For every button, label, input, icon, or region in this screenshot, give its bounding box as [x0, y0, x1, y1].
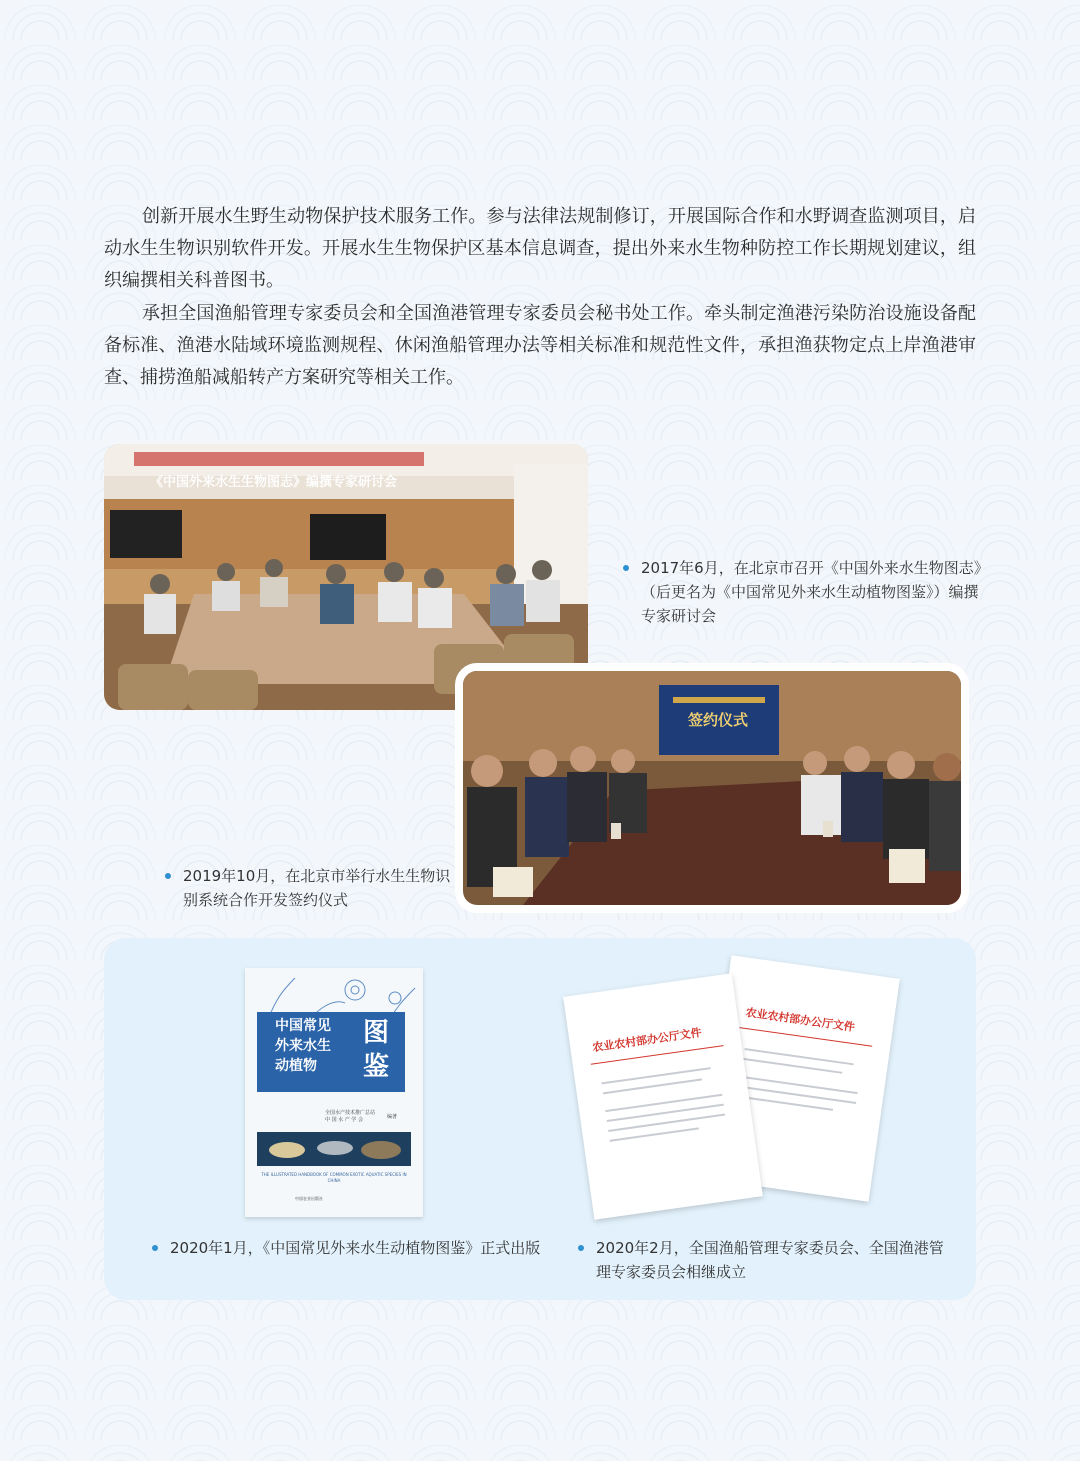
- caption-seminar: [623, 556, 991, 628]
- intro-paragraph-2: 承担全国渔船管理专家委员会和全国渔港管理专家委员会秘书处工作。牵头制定渔港污染防治设施设备配备标准、渔港水陆域环境监测规程、休闲渔船管理办法等相关标准和规范性文件，承担渔获物定点上岸渔港审查、捕捞渔船减船转产方案研究等相关工作。: [104, 303, 976, 388]
- document-text-line: [739, 1086, 856, 1104]
- book-title-line-3: 动植物: [275, 1058, 317, 1074]
- book-title-big-2: 鉴: [363, 1052, 390, 1082]
- book-press: 中国农业出版社: [295, 1196, 323, 1201]
- book-title-line-2: 外来水生: [275, 1038, 331, 1054]
- bullet-icon: [152, 1245, 158, 1251]
- bullet-icon: [623, 565, 629, 571]
- book-publishers: [325, 1110, 375, 1124]
- document-front: [563, 973, 763, 1219]
- bullet-icon: [165, 873, 171, 879]
- caption-documents: [578, 1236, 956, 1284]
- caption-signing-text: 2019年10月，在北京市举行水生生物识别系统合作开发签约仪式: [183, 867, 451, 909]
- fish-icon: [257, 1132, 411, 1166]
- caption-documents-text: 2020年2月，全国渔船管理专家委员会、全国渔港管理专家委员会相继成立: [596, 1239, 944, 1281]
- signing-ceremony-photo-image: [463, 671, 961, 905]
- document-text-line: [744, 1048, 853, 1065]
- caption-seminar-text: 2017年6月，在北京市召开《中国外来水生物图志》（后更名为《中国常见外来水生动植物图鉴》）编撰专家研讨会: [641, 559, 989, 625]
- document-text-line: [601, 1067, 710, 1084]
- document-back-header: 农业农村部办公厅文件: [744, 1005, 856, 1035]
- signing-screen-text: 签约仪式: [688, 711, 749, 729]
- seminar-banner-text: 《中国外来水生生物图志》编撰专家研讨会: [150, 475, 398, 490]
- book-publisher-2: 中 国 水 产 学 会: [325, 1117, 363, 1123]
- signing-ceremony-photo: [455, 663, 969, 913]
- book-cover: [245, 968, 423, 1217]
- bullet-icon: [578, 1245, 584, 1251]
- book-publisher-1: 全国水产技术推广总站: [325, 1110, 376, 1116]
- intro-paragraph-1: 创新开展水生野生动物保护技术服务工作。参与法律法规制修订，开展国际合作和水野调查监测项目，启动水生生物识别软件开发。开展水生生物保护区基本信息调查，提出外来水生物种防控工作长期规划建议，组织编撰相关科普图书。: [104, 206, 976, 291]
- book-title-big-1: 图: [363, 1018, 390, 1048]
- book-fish-photo: [257, 1132, 411, 1166]
- caption-signing: [165, 864, 453, 912]
- document-front-header: 农业农村部办公厅文件: [591, 1026, 703, 1055]
- book-editor-role: 编著: [387, 1114, 398, 1120]
- book-title-line-1: 中国常见: [275, 1018, 331, 1034]
- book-english-title: THE ILLUSTRATED HANDBOOK OF COMMON EXOTIC AQUATIC SPECIES IN CHINA: [261, 1172, 407, 1183]
- document-text-line: [605, 1094, 722, 1112]
- document-text-line: [741, 1076, 858, 1094]
- caption-book-text: 2020年1月，《中国常见外来水生动植物图鉴》正式出版: [170, 1239, 541, 1257]
- caption-book: [152, 1236, 550, 1260]
